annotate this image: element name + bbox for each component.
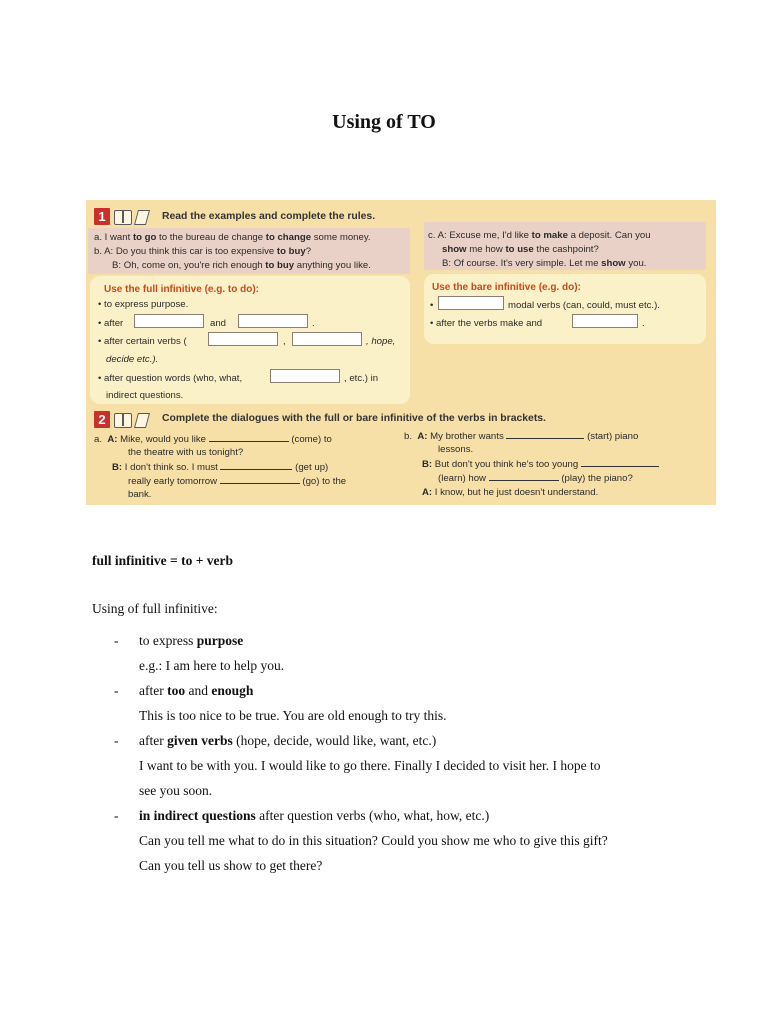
blank-input[interactable] bbox=[438, 296, 504, 310]
pencil-icon bbox=[134, 210, 150, 225]
full-rule-2-and: and bbox=[210, 318, 227, 329]
list-item: - after given verbs (hope, decide, would like, want, etc.) bbox=[114, 733, 437, 748]
example-b: b. A: Do you think this car is too expensive to buy? bbox=[94, 246, 312, 257]
example-c: c. A: Excuse me, I'd like to make a deposit. Can you bbox=[428, 230, 651, 241]
dialogue-b-line-2: B: But don't you think he's too young bbox=[422, 458, 659, 470]
full-rule-1: • to express purpose. bbox=[98, 299, 189, 310]
textbook-excerpt bbox=[86, 200, 716, 505]
notes-bullet-list bbox=[92, 628, 712, 878]
example-sentence: see you soon. bbox=[139, 783, 213, 798]
blank-input[interactable] bbox=[270, 369, 340, 383]
list-item: - after too and enough bbox=[114, 683, 254, 698]
dialogue-b-line-2-cont: (learn) how (play) the piano? bbox=[438, 473, 633, 484]
dialogue-a-line-2-cont: really early tomorrow (go) to the bbox=[128, 476, 347, 487]
answer-line[interactable] bbox=[220, 475, 300, 484]
answer-line[interactable] bbox=[489, 472, 559, 481]
dialogue-a-line-2: B: I don't think so. I must (get up) bbox=[112, 462, 329, 473]
notes-section bbox=[92, 553, 712, 873]
exercise-2-instruction: Complete the dialogues with the full or bare infinitive of the verbs in brackets. bbox=[162, 413, 546, 424]
exercise-1-instruction: Read the examples and complete the rules. bbox=[162, 211, 376, 222]
bare-rule-1-bullet: • bbox=[430, 300, 434, 311]
blank-input[interactable] bbox=[292, 332, 362, 346]
blank-input[interactable] bbox=[208, 332, 278, 346]
example-c-cont: show me how to use the cashpoint? bbox=[442, 244, 599, 255]
full-rule-3-cont: decide etc.). bbox=[106, 354, 159, 365]
bare-rule-1: modal verbs (can, could, must etc.). bbox=[508, 300, 660, 311]
dialogue-b-line-3: A: I know, but he just doesn't understand. bbox=[422, 487, 599, 498]
example-b-reply: B: Oh, come on, you're rich enough to buy anything you like. bbox=[112, 260, 371, 271]
full-rule-3-hope: , hope, bbox=[366, 336, 396, 347]
book-icon bbox=[114, 210, 132, 225]
full-rule-4-cont: indirect questions. bbox=[106, 390, 184, 401]
dialogue-a-line-1-cont: the theatre with us tonight? bbox=[128, 447, 244, 458]
blank-input[interactable] bbox=[134, 314, 204, 328]
full-infinitive-heading: Use the full infinitive (e.g. to do): bbox=[104, 284, 259, 295]
notes-subheading: Using of full infinitive: bbox=[92, 601, 218, 616]
dialogue-b-line-1: b. A: My brother wants (start) piano bbox=[404, 431, 639, 442]
list-item: - in indirect questions after question verbs (who, what, how, etc.) bbox=[114, 808, 490, 823]
bare-rule-2: • after the verbs make and bbox=[430, 318, 543, 329]
answer-line[interactable] bbox=[209, 433, 289, 442]
full-rule-2: • after bbox=[98, 318, 124, 329]
blank-input[interactable] bbox=[238, 314, 308, 328]
exercise-2-number: 2 bbox=[94, 411, 110, 428]
full-rule-2-end: . bbox=[312, 318, 315, 329]
bare-infinitive-heading: Use the bare infinitive (e.g. do): bbox=[432, 282, 581, 293]
example-a: a. I want to go to the bureau de change to change some money. bbox=[94, 232, 371, 243]
exercise-1-number: 1 bbox=[94, 208, 110, 225]
answer-line[interactable] bbox=[581, 458, 659, 467]
example-sentence: Can you tell me what to do in this situation? Could you show me who to give this gift? bbox=[139, 833, 608, 848]
example-sentence: I want to be with you. I would like to go there. Finally I decided to visit her. I hope to bbox=[139, 758, 601, 773]
blank-input[interactable] bbox=[572, 314, 638, 328]
full-rule-4-etc: , etc.) in bbox=[344, 373, 379, 384]
example-sentence: Can you tell us show to get there? bbox=[139, 858, 323, 873]
full-rule-3: • after certain verbs ( bbox=[98, 336, 187, 347]
dialogue-b-line-1-cont: lessons. bbox=[438, 444, 474, 455]
book-icon bbox=[114, 413, 132, 428]
full-rule-3-comma: , bbox=[283, 336, 286, 347]
notes-heading: full infinitive = to + verb bbox=[92, 553, 234, 568]
example-sentence: e.g.: I am here to help you. bbox=[139, 658, 285, 673]
dialogue-a-line-1: a. A: Mike, would you like (come) to bbox=[94, 434, 332, 445]
example-sentence: This is too nice to be true. You are old enough to try this. bbox=[139, 708, 447, 723]
list-item: - to express purpose bbox=[114, 633, 244, 648]
dialogue-a-line-2-end: bank. bbox=[128, 489, 152, 500]
answer-line[interactable] bbox=[506, 430, 584, 439]
example-c-reply: B: Of course. It's very simple. Let me show you. bbox=[442, 258, 647, 269]
page-title: Using of TO bbox=[332, 111, 436, 133]
full-rule-4: • after question words (who, what, bbox=[98, 373, 243, 384]
bare-rule-2-end: . bbox=[642, 318, 645, 329]
answer-line[interactable] bbox=[220, 461, 292, 470]
pencil-icon bbox=[134, 413, 150, 428]
